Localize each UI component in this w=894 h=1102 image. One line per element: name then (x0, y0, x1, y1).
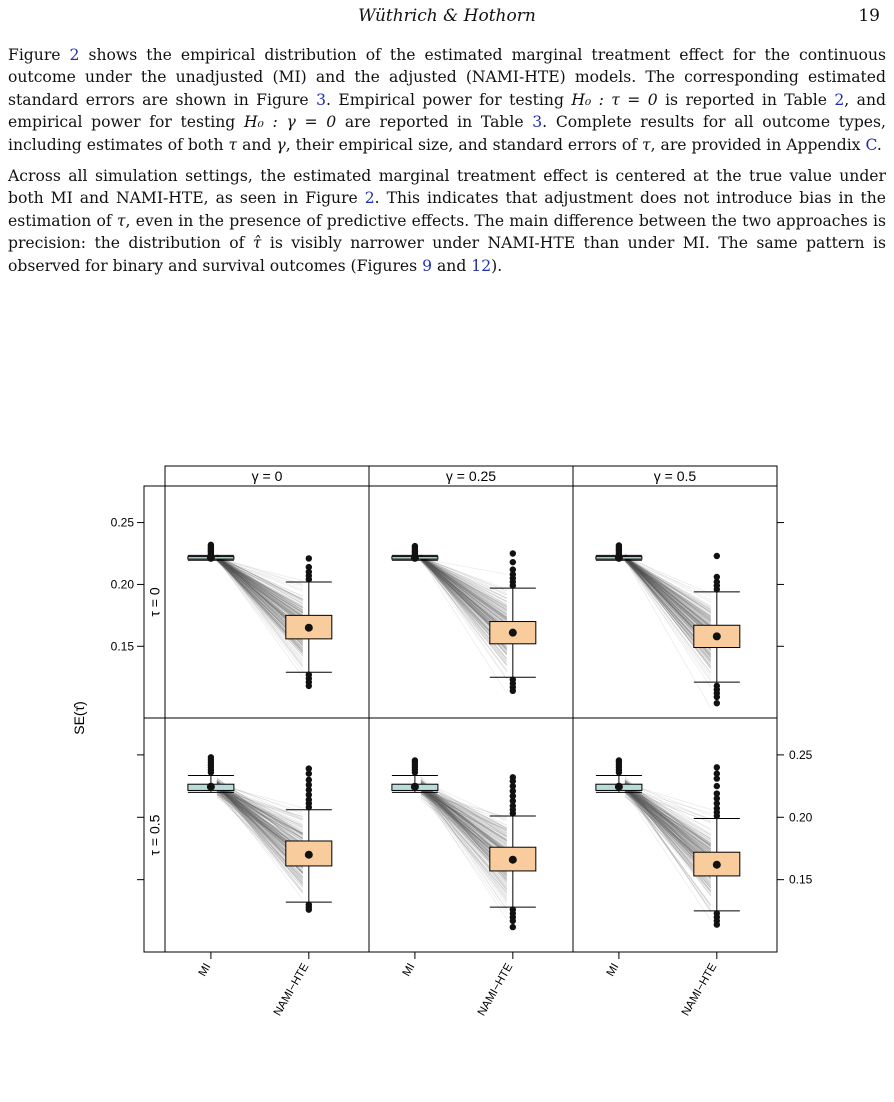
y-tick-label-right: 0.20 (789, 810, 813, 825)
nami-hte-median-dot (713, 632, 721, 640)
nami-hte-outlier (510, 774, 516, 780)
nami-hte-median-dot (509, 629, 517, 637)
y-axis-label: SE(τ̂) (71, 701, 87, 735)
row-strip-label: τ = 0.5 (146, 814, 163, 856)
nami-hte-outlier (306, 765, 312, 771)
mi-outlier (616, 757, 622, 763)
column-strip-label: γ = 0 (251, 468, 283, 484)
x-tick-label: NAMI−HTE (271, 961, 312, 1019)
column-strip-label: γ = 0.25 (445, 468, 497, 484)
text-span: and (432, 256, 472, 275)
y-tick-label-right: 0.15 (789, 872, 813, 887)
text-span: , and empirical power for testing (8, 90, 886, 132)
text-span: . Empirical power for testing (325, 90, 572, 109)
figure-ref-2[interactable]: 2 (69, 46, 80, 64)
nami-hte-outlier (714, 770, 720, 776)
math-h0-tau: H₀ : τ = 0 (571, 90, 658, 109)
nami-hte-outlier (510, 550, 516, 556)
text-span: is visibly narrower under NAMI-HTE than under MI. The same pattern is observed for binary and survival outcomes (Figures (8, 234, 886, 275)
nami-hte-median-dot (305, 851, 313, 859)
x-tick-label: MI (196, 961, 214, 979)
nami-hte-outlier (510, 924, 516, 930)
x-tick-label: MI (400, 961, 418, 979)
x-tick-label: NAMI−HTE (475, 961, 516, 1019)
text-span: , even in the presence of predictive effects. The main difference between the two approaches is precision: the distribution of (8, 211, 886, 253)
mi-outlier (412, 757, 418, 763)
y-tick-label-right: 0.25 (789, 747, 813, 762)
nami-hte-outlier (714, 700, 720, 706)
page-number: 19 (858, 6, 880, 26)
text-span: Across all simulation settings, the estimated marginal treatment effect is centered at the true value under both MI and NAMI-HTE, as seen in Figure (8, 167, 886, 208)
mi-outlier (208, 542, 214, 548)
text-span: , are provided in Appendix (650, 135, 866, 154)
table-ref-3[interactable]: 3 (532, 113, 543, 132)
nami-hte-median-dot (509, 856, 517, 864)
y-tick-label-left: 0.25 (110, 515, 134, 530)
nami-hte-outlier (306, 564, 312, 570)
nami-hte-outlier (510, 566, 516, 572)
mi-median-dot (207, 554, 215, 562)
figure-ref-2[interactable]: 2 (364, 189, 375, 208)
y-tick-label-left: 0.20 (110, 577, 134, 592)
text-span: , their empirical size, and standard errors of (285, 135, 642, 154)
paragraph-2 (8, 165, 886, 277)
nami-hte-median-dot (713, 861, 721, 869)
running-title: Wüthrich & Hothorn (358, 6, 536, 26)
nami-hte-outlier (714, 783, 720, 789)
y-tick-label-left: 0.15 (110, 639, 134, 654)
text-span: . (876, 135, 882, 154)
nami-hte-outlier (714, 694, 720, 700)
mi-median-dot (615, 783, 623, 791)
body-text (8, 44, 886, 286)
figure-ref-9[interactable]: 9 (422, 256, 433, 275)
text-span: and (237, 135, 277, 154)
page-header (0, 4, 894, 28)
text-span: Figure (8, 46, 70, 64)
nami-hte-outlier (510, 688, 516, 694)
math-tau: τ (116, 211, 126, 230)
nami-hte-median-dot (305, 624, 313, 632)
column-strip-label: γ = 0.5 (653, 468, 697, 484)
mi-median-dot (411, 783, 419, 791)
paragraph-1 (8, 44, 886, 156)
text-span: . Complete results for all outcome types, including estimates of both (8, 113, 886, 154)
nami-hte-outlier (714, 921, 720, 927)
math-tau: τ (641, 135, 651, 154)
mi-outlier (616, 542, 622, 548)
nami-hte-outlier (714, 574, 720, 580)
nami-hte-outlier (306, 777, 312, 783)
figure-ref-12[interactable]: 12 (471, 256, 492, 275)
mi-outlier (208, 754, 214, 760)
nami-hte-outlier (306, 906, 312, 912)
math-tau-hat: τ̂ (252, 234, 262, 253)
math-tau: τ (228, 135, 238, 154)
row-strip-label: τ = 0 (146, 587, 163, 617)
x-tick-label: MI (604, 961, 622, 979)
mi-outlier (412, 543, 418, 549)
math-h0-gamma: H₀ : γ = 0 (243, 113, 337, 132)
nami-hte-outlier (510, 918, 516, 924)
nami-hte-outlier (306, 555, 312, 561)
mi-median-dot (207, 783, 215, 791)
math-gamma: γ (276, 135, 286, 154)
text-span: . This indicates that adjustment does not introduce bias in the estimation of (8, 189, 886, 230)
mi-median-dot (615, 554, 623, 562)
text-span: shows the empirical distribution of the estimated marginal treatment effect for the continuous outcome under the unadjusted (MI) and the adjusted (NAMI-HTE) models. The corresponding estimated standard errors are shown in Figure (8, 46, 886, 109)
mi-median-dot (411, 554, 419, 562)
text-span: are reported in Table (336, 113, 533, 132)
x-tick-label: NAMI−HTE (679, 961, 720, 1019)
figure-ref-3[interactable]: 3 (316, 90, 326, 109)
figure-se-boxplots (0, 440, 894, 1080)
nami-hte-outlier (714, 553, 720, 559)
se-boxplot-chart (0, 440, 894, 1080)
nami-hte-outlier (714, 764, 720, 770)
nami-hte-outlier (306, 683, 312, 689)
nami-hte-outlier (510, 559, 516, 565)
text-span: ). (491, 256, 503, 275)
nami-hte-outlier (714, 790, 720, 796)
table-ref-2[interactable]: 2 (834, 90, 845, 109)
appendix-ref-c[interactable]: C (865, 135, 877, 154)
text-span: is reported in Table (657, 90, 835, 109)
